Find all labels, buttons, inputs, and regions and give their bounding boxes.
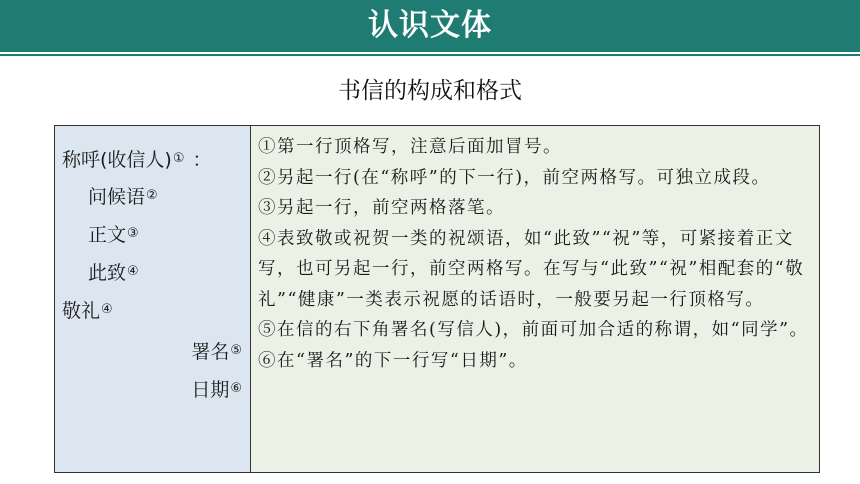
- note-closing: ④表致敬或祝贺一类的祝颂语，如“此致”“祝”等，可紧接着正文写，也可另起一行，前空两格写。在写与“此致”“祝”相配套的“敬礼”“健康”一类表示祝愿的话语时，一般要另起一行顶格写。: [258, 228, 805, 310]
- date-marker: ⑥: [230, 381, 242, 396]
- page-title: 认识文体: [368, 8, 492, 43]
- salutation-marker: ①: [172, 151, 185, 166]
- greeting-marker: ②: [146, 188, 158, 203]
- signature-label: 署名: [191, 341, 230, 363]
- signature-item: [191, 337, 242, 364]
- header-underline: [0, 54, 860, 56]
- salutation-colon: ：: [192, 149, 212, 171]
- body-marker: ③: [127, 226, 139, 241]
- letter-structure-column: [55, 126, 251, 472]
- body-item: [88, 220, 139, 247]
- salutation-label: 称呼(收信人): [62, 149, 172, 171]
- salutation-item: [62, 145, 212, 172]
- closing-label: 此致: [88, 262, 127, 284]
- date-label: 日期: [191, 379, 230, 401]
- greeting-label: 问候语: [88, 186, 146, 208]
- date-item: [191, 375, 242, 402]
- note-greeting: ②另起一行(在“称呼”的下一行)，前空两格写。可独立成段。: [258, 167, 771, 188]
- regards-label: 敬礼: [62, 300, 101, 322]
- section-subtitle: 书信的构成和格式: [338, 78, 522, 104]
- closing-item: [88, 258, 139, 285]
- note-date: ⑥在“署名”的下一行写“日期”。: [258, 350, 528, 371]
- note-salutation: ①第一行顶格写，注意后面加冒号。: [258, 137, 562, 157]
- greeting-item: [88, 182, 158, 209]
- note-body: ③另起一行，前空两格落笔。: [258, 198, 505, 218]
- note-signature: ⑤在信的右下角署名(写信人)，前面可加合适的称谓，如“同学”。: [258, 320, 809, 340]
- signature-marker: ⑤: [230, 343, 242, 358]
- closing-marker: ④: [127, 264, 139, 279]
- regards-marker: ④: [101, 302, 113, 317]
- regards-item: [62, 296, 113, 323]
- format-notes-column: [251, 126, 819, 472]
- body-label: 正文: [88, 224, 127, 246]
- letter-format-table: [54, 125, 820, 473]
